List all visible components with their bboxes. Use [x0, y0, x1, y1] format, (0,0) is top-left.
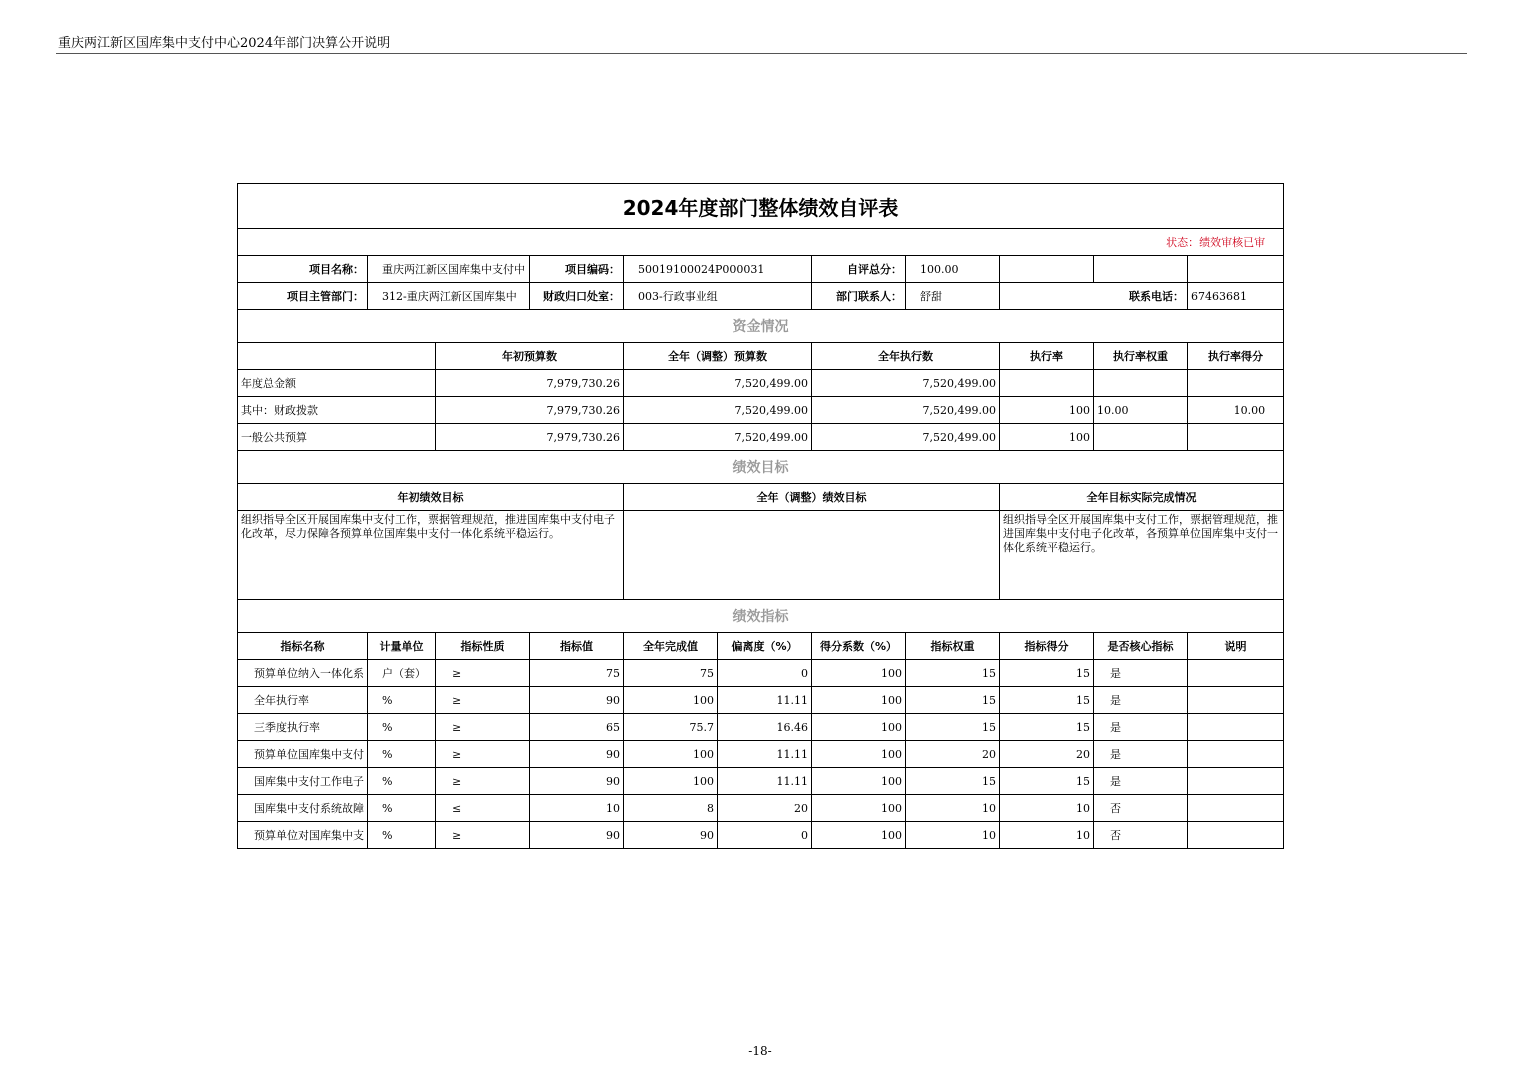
- indicator-target: 90: [530, 687, 624, 714]
- status-label: 状态：绩效审核已审: [238, 229, 1284, 256]
- indicator-row: [238, 741, 1284, 768]
- indicator-deviation: 0: [718, 822, 812, 849]
- indicator-note: [1188, 714, 1284, 741]
- info-row-2: [238, 283, 1284, 310]
- indicator-row: [238, 687, 1284, 714]
- indicator-score: 10: [1000, 822, 1094, 849]
- indicator-coefficient: 100: [812, 768, 906, 795]
- indicator-weight: 15: [906, 714, 1000, 741]
- indicator-core: 否: [1094, 822, 1188, 849]
- goals-header-row: [238, 484, 1284, 511]
- indicator-rows: [238, 660, 1284, 849]
- indicator-coefficient: 100: [812, 687, 906, 714]
- indicator-score: 15: [1000, 768, 1094, 795]
- funds-adjusted: 7,520,499.00: [624, 397, 812, 424]
- funds-rate: 100: [1000, 397, 1094, 424]
- dept-value: 312-重庆两江新区国库集中: [368, 283, 530, 310]
- indicator-header: 计量单位: [368, 633, 436, 660]
- indicator-actual: 100: [624, 768, 718, 795]
- indicator-weight: 15: [906, 768, 1000, 795]
- info-row-1: [238, 256, 1284, 283]
- funds-header: 执行率得分: [1188, 343, 1284, 370]
- indicator-weight: 10: [906, 822, 1000, 849]
- funds-weight: 10.00: [1094, 397, 1188, 424]
- indicator-target: 90: [530, 768, 624, 795]
- indicator-core: 是: [1094, 714, 1188, 741]
- indicator-core: 否: [1094, 795, 1188, 822]
- empty-cell: [1188, 256, 1284, 283]
- indicator-name: 三季度执行率: [238, 714, 368, 741]
- indicator-header: 是否核心指标: [1094, 633, 1188, 660]
- funds-rate: [1000, 370, 1094, 397]
- page-number: -18-: [748, 1044, 772, 1058]
- funds-row: [238, 397, 1284, 424]
- funds-header: 执行率: [1000, 343, 1094, 370]
- indicator-core: 是: [1094, 768, 1188, 795]
- contact-value: 舒甜: [906, 283, 1000, 310]
- indicator-row: [238, 660, 1284, 687]
- indicator-core: 是: [1094, 687, 1188, 714]
- funds-row-name: 一般公共预算: [238, 424, 436, 451]
- goals-header: 全年（调整）绩效目标: [624, 484, 1000, 511]
- project-code-label: 项目编码：: [530, 256, 624, 283]
- indicator-coefficient: 100: [812, 660, 906, 687]
- indicator-unit: %: [368, 687, 436, 714]
- adjusted-goal-text: [624, 511, 1000, 600]
- funds-weight: [1094, 370, 1188, 397]
- indicator-core: 是: [1094, 660, 1188, 687]
- indicator-note: [1188, 741, 1284, 768]
- goals-section-title: 绩效目标: [238, 451, 1284, 484]
- indicator-weight: 15: [906, 687, 1000, 714]
- funds-header: 全年执行数: [812, 343, 1000, 370]
- indicator-deviation: 11.11: [718, 687, 812, 714]
- indicator-header: 全年完成值: [624, 633, 718, 660]
- indicators-section-title: 绩效指标: [238, 600, 1284, 633]
- indicator-score: 10: [1000, 795, 1094, 822]
- indicator-row: [238, 714, 1284, 741]
- indicator-unit: %: [368, 768, 436, 795]
- indicator-coefficient: 100: [812, 714, 906, 741]
- funds-initial: 7,979,730.26: [436, 397, 624, 424]
- indicator-weight: 15: [906, 660, 1000, 687]
- indicator-nature: ≥: [436, 714, 530, 741]
- dept-label: 项目主管部门：: [238, 283, 368, 310]
- goals-content-row: [238, 511, 1284, 600]
- indicator-row: [238, 822, 1284, 849]
- indicator-score: 15: [1000, 714, 1094, 741]
- score-value: 100.00: [906, 256, 1000, 283]
- funds-executed: 7,520,499.00: [812, 370, 1000, 397]
- empty-cell: [238, 343, 436, 370]
- indicator-note: [1188, 768, 1284, 795]
- funds-header: 执行率权重: [1094, 343, 1188, 370]
- indicator-nature: ≥: [436, 687, 530, 714]
- indicator-deviation: 11.11: [718, 768, 812, 795]
- indicator-row: [238, 795, 1284, 822]
- performance-table: [237, 183, 1284, 849]
- indicator-actual: 8: [624, 795, 718, 822]
- indicator-core: 是: [1094, 741, 1188, 768]
- indicator-score: 15: [1000, 660, 1094, 687]
- indicator-note: [1188, 660, 1284, 687]
- indicator-note: [1188, 795, 1284, 822]
- indicator-actual: 75.7: [624, 714, 718, 741]
- indicator-deviation: 0: [718, 660, 812, 687]
- page-header: 重庆两江新区国库集中支付中心2024年部门决算公开说明: [58, 36, 391, 51]
- project-name-value: 重庆两江新区国库集中支付中: [368, 256, 530, 283]
- indicator-nature: ≥: [436, 741, 530, 768]
- funds-rate: 100: [1000, 424, 1094, 451]
- indicator-target: 90: [530, 822, 624, 849]
- indicator-actual: 100: [624, 687, 718, 714]
- funds-score: [1188, 370, 1284, 397]
- indicator-note: [1188, 822, 1284, 849]
- funds-adjusted: 7,520,499.00: [624, 370, 812, 397]
- indicator-note: [1188, 687, 1284, 714]
- project-name-label: 项目名称：: [238, 256, 368, 283]
- indicator-name: 预算单位国库集中支付: [238, 741, 368, 768]
- funds-row: [238, 370, 1284, 397]
- indicator-unit: %: [368, 714, 436, 741]
- funds-adjusted: 7,520,499.00: [624, 424, 812, 451]
- indicator-score: 20: [1000, 741, 1094, 768]
- score-label: 自评总分：: [812, 256, 906, 283]
- contact-label: 部门联系人：: [812, 283, 906, 310]
- empty-cell: [1000, 256, 1094, 283]
- funds-header-row: [238, 343, 1284, 370]
- indicator-name: 预算单位对国库集中支: [238, 822, 368, 849]
- indicator-name: 预算单位纳入一体化系: [238, 660, 368, 687]
- indicator-deviation: 16.46: [718, 714, 812, 741]
- indicator-header: 得分系数（%）: [812, 633, 906, 660]
- indicator-header: 指标值: [530, 633, 624, 660]
- indicator-header: 说明: [1188, 633, 1284, 660]
- indicator-actual: 100: [624, 741, 718, 768]
- indicator-nature: ≤: [436, 795, 530, 822]
- indicators-header-row: [238, 633, 1284, 660]
- indicator-nature: ≥: [436, 822, 530, 849]
- indicator-unit: %: [368, 741, 436, 768]
- indicator-deviation: 11.11: [718, 741, 812, 768]
- actual-completion-text: 组织指导全区开展国库集中支付工作，票据管理规范，推进国库集中支付电子化改革，各预算单位国库集中支付一体化系统平稳运行。: [1000, 511, 1284, 600]
- finance-value: 003-行政事业组: [624, 283, 812, 310]
- funds-row-name: 年度总金额: [238, 370, 436, 397]
- funds-score: 10.00: [1188, 397, 1284, 424]
- funds-header: 全年（调整）预算数: [624, 343, 812, 370]
- indicator-coefficient: 100: [812, 741, 906, 768]
- goals-header: 年初绩效目标: [238, 484, 624, 511]
- indicator-header: 指标名称: [238, 633, 368, 660]
- indicator-name: 国库集中支付系统故障: [238, 795, 368, 822]
- funds-initial: 7,979,730.26: [436, 424, 624, 451]
- indicator-coefficient: 100: [812, 795, 906, 822]
- funds-header: 年初预算数: [436, 343, 624, 370]
- funds-row-name: 其中：财政拨款: [238, 397, 436, 424]
- indicator-unit: 户（套）: [368, 660, 436, 687]
- indicator-score: 15: [1000, 687, 1094, 714]
- indicator-weight: 20: [906, 741, 1000, 768]
- indicator-header: 偏离度（%）: [718, 633, 812, 660]
- form-title: 2024年度部门整体绩效自评表: [238, 184, 1284, 229]
- indicator-target: 10: [530, 795, 624, 822]
- indicator-header: 指标得分: [1000, 633, 1094, 660]
- indicator-header: 指标性质: [436, 633, 530, 660]
- header-rule: [56, 53, 1467, 54]
- funds-section-title: 资金情况: [238, 310, 1284, 343]
- finance-label: 财政归口处室：: [530, 283, 624, 310]
- funds-weight: [1094, 424, 1188, 451]
- initial-goal-text: 组织指导全区开展国库集中支付工作，票据管理规范，推进国库集中支付电子化改革，尽力保障各预算单位国库集中支付一体化系统平稳运行。: [238, 511, 624, 600]
- indicator-actual: 75: [624, 660, 718, 687]
- indicator-header: 指标权重: [906, 633, 1000, 660]
- project-code-value: 50019100024P000031: [624, 256, 812, 283]
- empty-cell: [1094, 256, 1188, 283]
- funds-row: [238, 424, 1284, 451]
- phone-value: 67463681: [1188, 283, 1284, 310]
- funds-executed: 7,520,499.00: [812, 424, 1000, 451]
- funds-executed: 7,520,499.00: [812, 397, 1000, 424]
- indicator-actual: 90: [624, 822, 718, 849]
- indicator-unit: %: [368, 795, 436, 822]
- indicator-nature: ≥: [436, 768, 530, 795]
- phone-label: 联系电话：: [1000, 283, 1188, 310]
- indicator-unit: %: [368, 822, 436, 849]
- indicator-target: 65: [530, 714, 624, 741]
- goals-header: 全年目标实际完成情况: [1000, 484, 1284, 511]
- funds-score: [1188, 424, 1284, 451]
- indicator-weight: 10: [906, 795, 1000, 822]
- indicator-deviation: 20: [718, 795, 812, 822]
- indicator-row: [238, 768, 1284, 795]
- indicator-target: 75: [530, 660, 624, 687]
- indicator-coefficient: 100: [812, 822, 906, 849]
- indicator-name: 国库集中支付工作电子: [238, 768, 368, 795]
- funds-initial: 7,979,730.26: [436, 370, 624, 397]
- indicator-nature: ≥: [436, 660, 530, 687]
- indicator-target: 90: [530, 741, 624, 768]
- indicator-name: 全年执行率: [238, 687, 368, 714]
